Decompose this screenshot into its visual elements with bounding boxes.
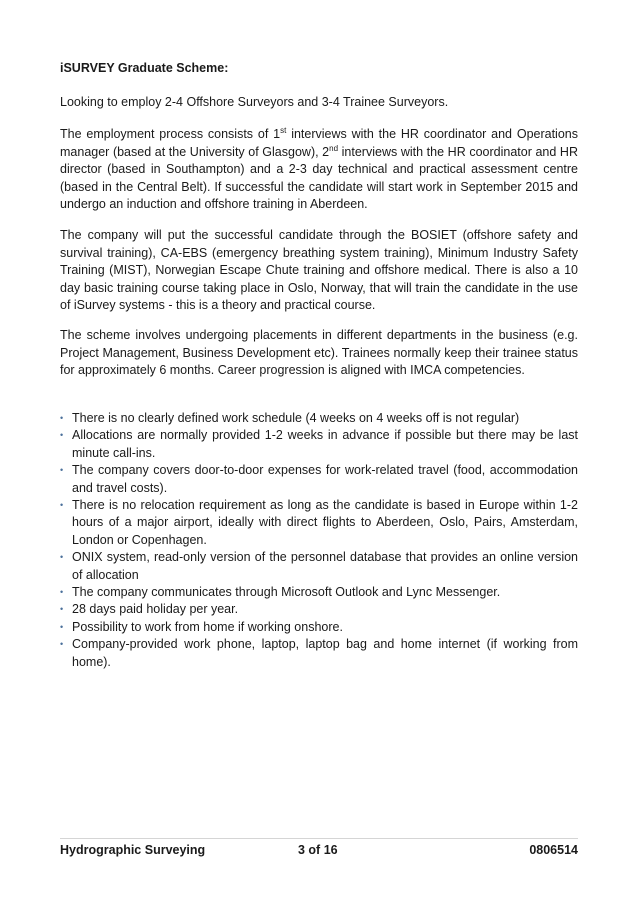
process-text-1: The employment process consists of 1 [60, 127, 281, 141]
process-paragraph [60, 126, 578, 214]
list-item-text: There is no clearly defined work schedule (4 weeks on 4 weeks off is not regular) [72, 411, 520, 425]
footer-divider [60, 838, 578, 839]
bullet-icon: • [60, 552, 64, 563]
section-heading: iSURVEY Graduate Scheme: [60, 61, 229, 75]
list-item-text: Allocations are normally provided 1-2 weeks in advance if possible but there may be last minute call-ins. [72, 428, 578, 460]
bullet-icon: • [60, 621, 64, 632]
list-item [60, 497, 578, 549]
footer-course-title: Hydrographic Surveying [60, 843, 206, 857]
ordinal-suffix-nd: nd [329, 143, 339, 153]
bullet-icon: • [60, 639, 64, 650]
bullet-icon: • [60, 500, 64, 511]
bullet-icon: • [60, 587, 64, 598]
list-item [60, 410, 578, 427]
bullet-icon: • [60, 430, 64, 441]
list-item [60, 619, 578, 636]
document-page [60, 0, 578, 902]
list-item-text: Company-provided work phone, laptop, laptop bag and home internet (if working from home). [72, 637, 578, 669]
list-item-text: The company covers door-to-door expenses for work-related travel (food, accommodation and travel costs). [72, 463, 578, 495]
list-item-text: ONIX system, read-only version of the personnel database that provides an online version of allocation [72, 550, 578, 582]
list-item [60, 584, 578, 601]
list-item-text: 28 days paid holiday per year. [72, 602, 239, 617]
scheme-paragraph: The scheme involves undergoing placements in different departments in the business (e.g. Project Management, Business Development etc). Trainees normally keep their trainee status for approximately 6 months. Career progression is aligned with IMCA competencies. [60, 328, 578, 378]
list-item [60, 549, 578, 584]
process-text-2: interviews with the HR coordinator and Operations manager (based at the University of Glasgow), 2 [60, 127, 578, 159]
list-item [60, 427, 578, 462]
footer-student-id: 0806514 [529, 843, 578, 857]
ordinal-suffix-st: st [280, 125, 287, 135]
bullet-icon: • [60, 604, 64, 615]
bullet-icon: • [60, 465, 64, 476]
bullet-icon: • [60, 413, 64, 423]
details-bullet-list [60, 410, 578, 671]
list-item-text: There is no relocation requirement as long as the candidate is based in Europe within 1-2 hours of a major airport, ideally with direct flights to Aberdeen, Oslo, Pairs, Amsterdam, London or Copenhagen. [72, 498, 578, 547]
list-item [60, 462, 578, 497]
training-paragraph: The company will put the successful candidate through the BOSIET (offshore safety and survival training), CA-EBS (emergency breathing system training), Minimum Industry Safety Training (MIST), Norwegian Escape Chute training and offshore medical. There is also a 10 day basic training course taking place in Oslo, Norway, that will train the candidate in the use of iSurvey systems - this is a theory and practical course. [60, 228, 578, 313]
list-item-text: The company communicates through Microsoft Outlook and Lync Messenger. [72, 585, 501, 600]
footer-page-number: 3 of 16 [298, 843, 338, 857]
list-item [60, 636, 578, 671]
process-text-3: interviews with the HR coordinator and HR director (based in Southampton) and a 2-3 day technical and practical assessment centre (based in the Central Belt). If successful the candidate will start work in September 2015 and undergo an induction and offshore training in Aberdeen. [60, 144, 578, 212]
list-item-text: Possibility to work from home if working onshore. [72, 619, 343, 634]
page-footer [60, 843, 578, 861]
intro-paragraph: Looking to employ 2-4 Offshore Surveyors and 3-4 Trainee Surveyors. [60, 95, 449, 109]
list-item [60, 601, 578, 618]
